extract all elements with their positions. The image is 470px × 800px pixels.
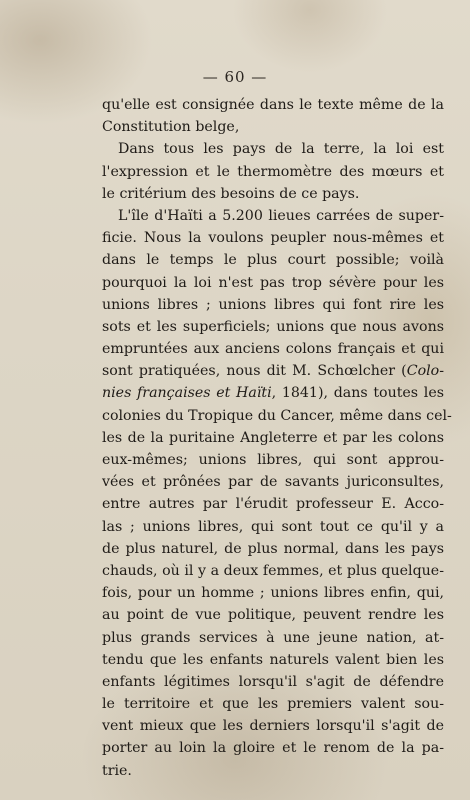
text-line: las ; unions libres, qui sont tout ce qu'il y a [102, 518, 444, 535]
text-line: sont pratiquées, nous dit M. Schœlcher (Colo- [102, 363, 444, 380]
text-line: nies françaises et Haïti, 1841), dans toutes les [102, 385, 444, 402]
text-line: de plus naturel, de plus normal, dans les pays [102, 540, 444, 557]
text-line: vent mieux que les derniers lorsqu'il s'agit de [102, 718, 444, 735]
text-line: plus grands services à une jeune nation, at- [102, 629, 444, 646]
text-line: eux-mêmes; unions libres, qui sont approu- [102, 452, 444, 468]
text-line: enfants légitimes lorsqu'il s'agit de défendre [102, 673, 444, 690]
text-line: porter au loin la gloire et le renom de la pa- [102, 740, 444, 757]
text-line: tendu que les enfants naturels valent bien les [102, 651, 444, 668]
text-line: trie. [102, 762, 132, 779]
text-line: entre autres par l'érudit professeur E. Acco- [102, 496, 444, 513]
text-line: chauds, où il y a deux femmes, et plus quelque- [102, 562, 444, 579]
text-line: dans le temps le plus court possible; voilà [102, 252, 444, 269]
text-line: vées et prônées par de savants juriconsultes, [102, 474, 444, 491]
text-line: unions libres ; unions libres qui font rire les [102, 296, 444, 313]
text-line: fois, pour un homme ; unions libres enfin, qui, [102, 585, 444, 602]
text-line: Dans tous les pays de la terre, la loi est [118, 141, 444, 158]
text-line: les de la puritaine Angleterre et par les colons [102, 429, 444, 446]
text-line: au point de vue politique, peuvent rendre les [102, 607, 444, 624]
text-line: empruntées aux anciens colons français et qui [102, 341, 444, 358]
page-number: — 60 — [202, 68, 268, 86]
text-line: qu'elle est consignée dans le texte même de la [102, 97, 444, 113]
text-line: ficie. Nous la voulons peupler nous-mêmes et [102, 230, 444, 247]
text-line: le critérium des besoins de ce pays. [102, 185, 360, 202]
text-line: pourquoi la loi n'est pas trop sévère pour les [102, 274, 444, 291]
text-line: le territoire et que les premiers valent sou- [102, 696, 444, 713]
text-line: l'expression et le thermomètre des mœurs et [102, 163, 444, 180]
text-line: Constitution belge, [102, 119, 240, 136]
text-line: sots et les superficiels; unions que nous avons [102, 318, 444, 335]
text-line: L'île d'Haïti a 5.200 lieues carrées de super- [118, 207, 444, 224]
body-text [102, 94, 452, 782]
text-line: colonies du Tropique du Cancer, même dans cel- [102, 407, 452, 424]
